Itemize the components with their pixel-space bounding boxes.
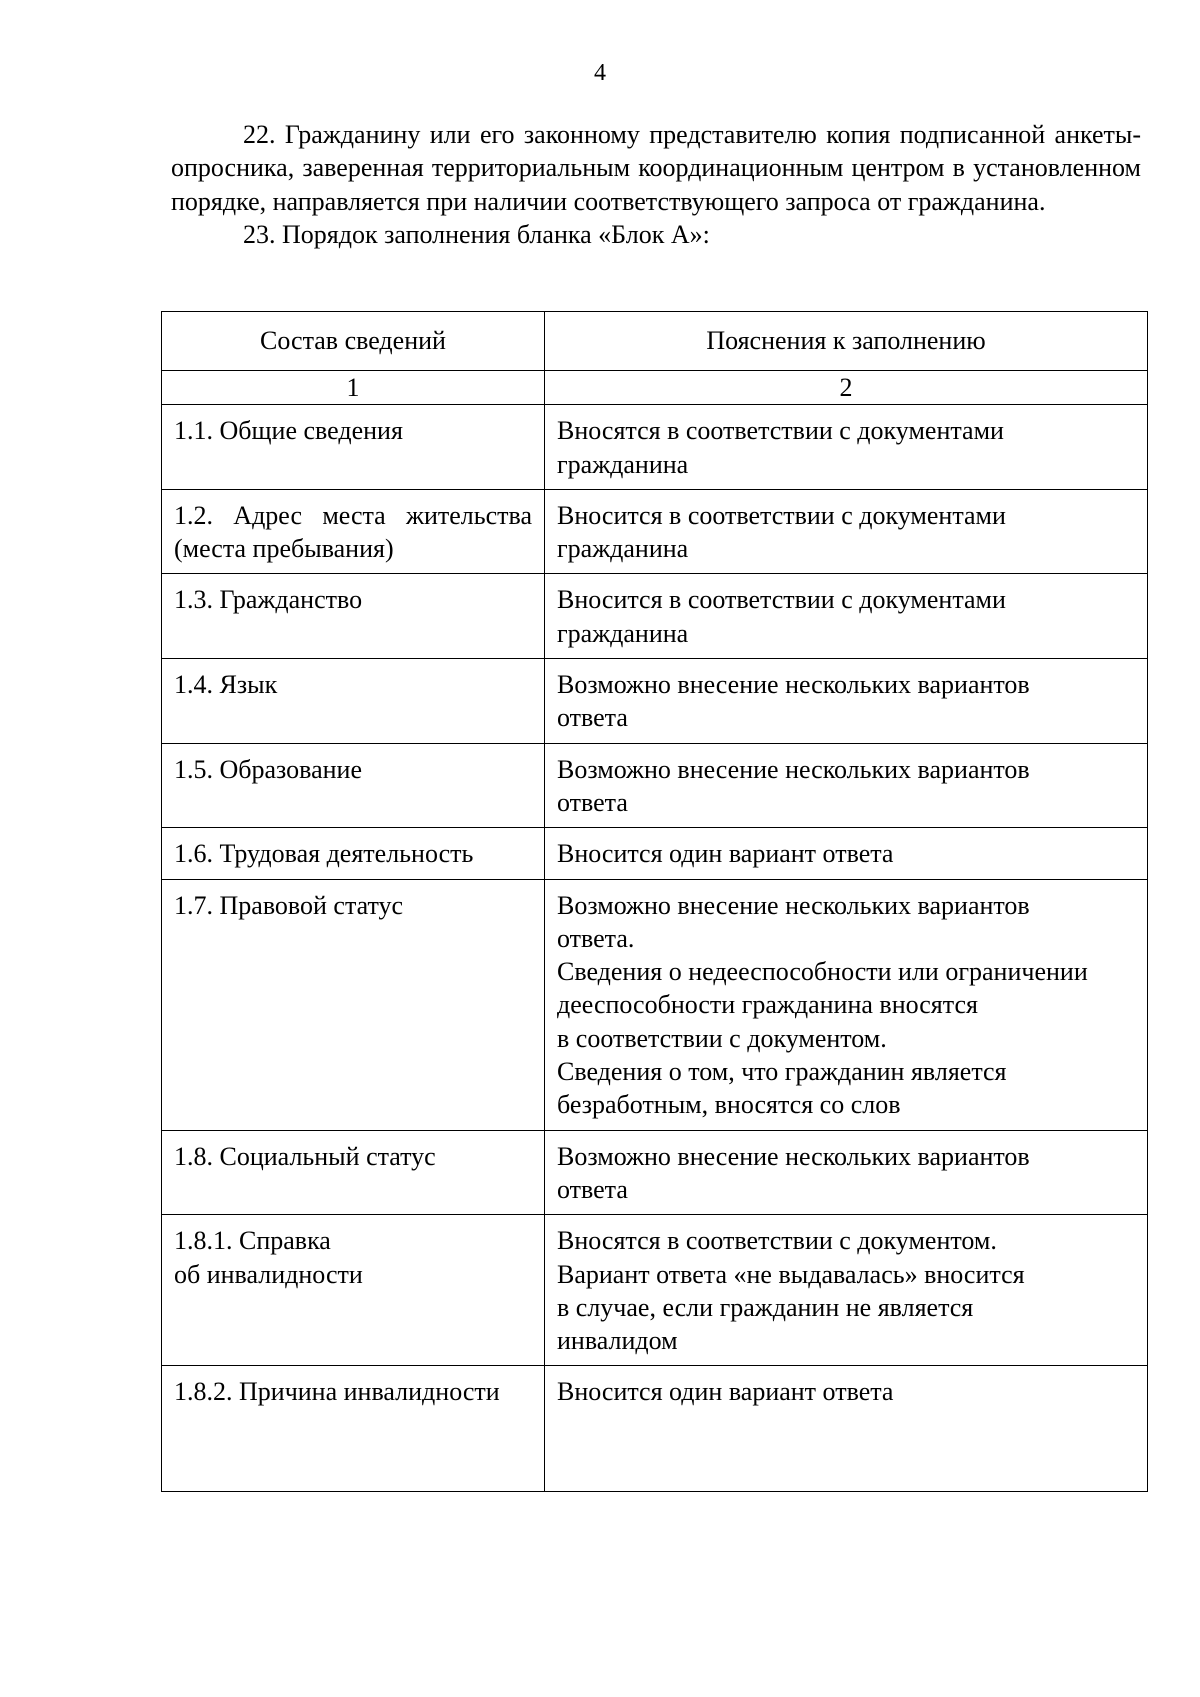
explanation-line: дееспособности гражданина вносятся <box>557 990 978 1020</box>
explanation-line: Возможно внесение нескольких вариантов <box>557 1141 1030 1171</box>
cell-explanation <box>545 489 1148 574</box>
cell-section <box>162 659 545 744</box>
column-number-row <box>162 371 1148 405</box>
section-text: 1.6. Трудовая деятельность <box>174 839 474 869</box>
column-number-1: 1 <box>162 371 545 405</box>
cell-section <box>162 574 545 659</box>
section-text: 1.3. Гражданство <box>174 585 363 615</box>
explanation-line: Вносятся в соответствии с документами <box>557 416 1004 446</box>
cell-explanation <box>545 828 1148 879</box>
table-row <box>162 659 1148 744</box>
section-text: 1.1. Общие сведения <box>174 416 403 446</box>
table-row <box>162 405 1148 490</box>
explanation-line: Возможно внесение нескольких вариантов <box>557 670 1030 700</box>
explanation-line: Вносится в соответствии с документами <box>557 585 1006 615</box>
explanation-line: Вносится один вариант ответа <box>557 1377 894 1407</box>
explanation-line: гражданина <box>557 534 689 564</box>
explanation-line: гражданина <box>557 449 689 479</box>
explanation-line: в соответствии с документом. <box>557 1023 887 1053</box>
explanation-line: Возможно внесение нескольких вариантов <box>557 890 1030 920</box>
cell-explanation <box>545 659 1148 744</box>
cell-explanation <box>545 743 1148 828</box>
explanation-line: Вносятся в соответствии с документом. <box>557 1226 997 1256</box>
explanation-line: Вариант ответа «не выдавалась» вносится <box>557 1259 1025 1289</box>
paragraph-23: 23. Порядок заполнения бланка «Блок А»: <box>243 219 710 249</box>
explanation-line: Сведения о том, что гражданин является <box>557 1057 1007 1087</box>
block-a-filling-table <box>161 311 1148 1492</box>
paragraph-22: 22. Гражданину или его законному представителю копия подписанной анкеты-опросника, заверенная территориальным координационным центром в установленном порядке, направляется при наличии соответствующего запроса от гражданина. <box>171 120 1141 216</box>
cell-section <box>162 828 545 879</box>
explanation-line: Вносится в соответствии с документами <box>557 500 1006 530</box>
table-row <box>162 879 1148 1130</box>
cell-section <box>162 1215 545 1366</box>
explanation-line: инвалидом <box>557 1326 678 1356</box>
header-explanations: Пояснения к заполнению <box>545 312 1148 371</box>
column-number-2: 2 <box>545 371 1148 405</box>
cell-section <box>162 879 545 1130</box>
explanation-line: безработным, вносятся со слов <box>557 1090 901 1120</box>
section-text: 1.8.1. Справка <box>174 1226 331 1256</box>
cell-explanation <box>545 1366 1148 1492</box>
section-text: 1.4. Язык <box>174 670 278 700</box>
section-text: 1.5. Образование <box>174 754 363 784</box>
explanation-line: ответа. <box>557 923 635 953</box>
explanation-line: гражданина <box>557 618 689 648</box>
explanation-line: Возможно внесение нескольких вариантов <box>557 754 1030 784</box>
explanation-line: Сведения о недееспособности или ограничении <box>557 957 1088 987</box>
body-text <box>171 118 1141 251</box>
cell-section <box>162 1366 545 1492</box>
cell-section <box>162 489 545 574</box>
section-text: 1.7. Правовой статус <box>174 890 404 920</box>
cell-section <box>162 743 545 828</box>
explanation-line: ответа <box>557 703 628 733</box>
explanation-line: в случае, если гражданин не является <box>557 1292 974 1322</box>
explanation-line: Вносится один вариант ответа <box>557 839 894 869</box>
page-number: 4 <box>594 60 606 86</box>
table-header-row <box>162 312 1148 371</box>
table-row <box>162 743 1148 828</box>
section-text: 1.8.2. Причина инвалидности <box>174 1377 500 1407</box>
table-row <box>162 1130 1148 1215</box>
table-row <box>162 828 1148 879</box>
cell-section <box>162 405 545 490</box>
cell-explanation <box>545 405 1148 490</box>
cell-explanation <box>545 1215 1148 1366</box>
table-row <box>162 1215 1148 1366</box>
section-text: 1.8. Социальный статус <box>174 1141 436 1171</box>
cell-explanation <box>545 879 1148 1130</box>
table-body <box>162 405 1148 1492</box>
cell-explanation <box>545 574 1148 659</box>
section-text: 1.2. Адрес места жительства (места пребывания) <box>174 500 532 564</box>
section-text: об инвалидности <box>174 1259 363 1289</box>
cell-explanation <box>545 1130 1148 1215</box>
table-row <box>162 489 1148 574</box>
header-composition: Состав сведений <box>162 312 545 371</box>
cell-section <box>162 1130 545 1215</box>
explanation-line: ответа <box>557 787 628 817</box>
table-row <box>162 574 1148 659</box>
table-row <box>162 1366 1148 1492</box>
explanation-line: ответа <box>557 1174 628 1204</box>
